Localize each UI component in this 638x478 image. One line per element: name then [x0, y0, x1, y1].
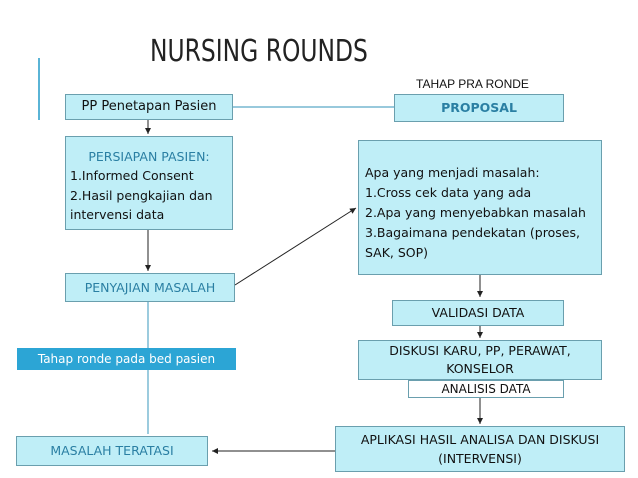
persiapan-item-3: intervensi data	[70, 207, 165, 223]
aplikasi-line-1: APLIKASI HASIL ANALISA DAN DISKUSI	[360, 431, 600, 447]
teratasi-label: MASALAH TERATASI	[50, 443, 174, 459]
box-aplikasi	[335, 426, 625, 472]
stage-bed-text: Tahap ronde pada bed pasien	[37, 352, 216, 366]
box-proposal	[394, 94, 564, 122]
validasi-label: VALIDASI DATA	[431, 305, 525, 321]
box-diskusi	[358, 340, 602, 380]
diskusi-line-2: KONSELOR	[446, 361, 514, 376]
box-persiapan-pasien	[65, 136, 233, 230]
masalah-item-1: 1.Cross cek data yang ada	[365, 185, 532, 200]
persiapan-item-1: 1.Informed Consent	[70, 168, 194, 184]
box-masalah	[358, 140, 602, 275]
persiapan-heading: PERSIAPAN PASIEN:	[88, 149, 210, 164]
box-pp-penetapan	[65, 94, 233, 120]
stage-label-pra-ronde: TAHAP PRA RONDE	[416, 77, 529, 91]
box-penyajian-masalah	[65, 273, 235, 302]
masalah-item-3: 3.Bagaimana pendekatan (proses,	[365, 225, 580, 240]
pp-penetapan-label: PP Penetapan Pasien	[81, 98, 217, 114]
analisis-label: ANALISIS DATA	[441, 382, 531, 396]
persiapan-item-2: 2.Hasil pengkajian dan	[70, 187, 213, 203]
proposal-label: PROPOSAL	[441, 100, 517, 116]
masalah-item-4: SAK, SOP)	[365, 245, 429, 260]
box-analisis-data	[408, 380, 564, 398]
masalah-heading: Apa yang menjadi masalah:	[365, 165, 540, 180]
box-validasi-data	[392, 300, 564, 326]
stage-label-bed-pasien	[17, 348, 236, 370]
masalah-item-2: 2.Apa yang menyebabkan masalah	[365, 205, 586, 220]
aplikasi-line-2: (INTERVENSI)	[438, 451, 522, 466]
diskusi-line-1: DISKUSI KARU, PP, PERAWAT,	[389, 342, 571, 358]
box-masalah-teratasi	[16, 436, 208, 466]
arrow-penyajian-masalah	[235, 208, 356, 285]
page-title: NURSING ROUNDS	[150, 34, 368, 69]
penyajian-label: PENYAJIAN MASALAH	[84, 279, 216, 295]
